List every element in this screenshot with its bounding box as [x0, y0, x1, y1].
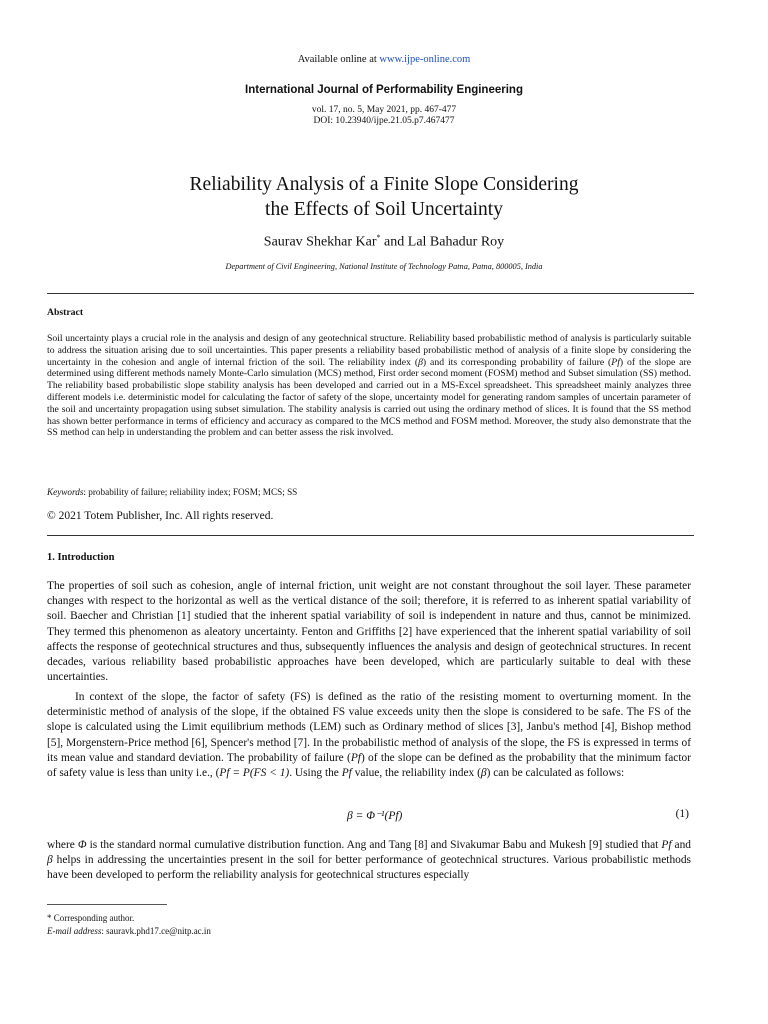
- keywords-list: : probability of failure; reliability index; FOSM; MCS; SS: [83, 487, 298, 497]
- abstract-text: Soil uncertainty plays a crucial role in the analysis and design of any geotechnical structure. Reliability based probabilistic method of analysis is particularly suitable to address the situation arising due to soil uncertainties. This paper presents a reliability based probabilistic method of analysis of a finite slope by considering the uncertainty in the cohesion and angle of internal friction of the soil. The reliability index (β) and its corresponding probability of failure (Pf) of the slope are determined using different methods namely Monte-Carlo simulation (MCS) method, First order second moment (FOSM) method and Subset simulation (SS) method. The reliability based probabilistic slope stability analysis has been developed and carried out in a MS-Excel spreadsheet. This spreadsheet mainly analyzes three different models i.e. deterministic model for calculating the factor of safety of the slope, uncertainty model for generating random samples of uncertain parameter of the soil and uncertainty propagation using subset simulation. The stability analysis is carried out using the ordinary method of slices. It is found that the SS method has shown better performance in terms of efficiency and accuracy as compared to the MCS method and FOSM method. Moreover, the study also demonstrate that the SS method can help in understanding the problem and can better assess the risk involved.: [47, 333, 692, 439]
- abstract-heading: Abstract: [47, 307, 84, 318]
- author-1: Saurav Shekhar Kar: [263, 234, 377, 250]
- section-heading-introduction: 1. Introduction: [47, 552, 115, 563]
- journal-name: International Journal of Performability Engineering: [245, 84, 523, 96]
- corresponding-mark: *: [376, 233, 381, 242]
- equation-number: (1): [675, 808, 689, 820]
- author-list: [0, 233, 768, 251]
- equation-formula: β = Φ⁻¹(Pf): [347, 810, 403, 822]
- volume-info: [0, 105, 768, 127]
- affiliation: Department of Civil Engineering, National Institute of Technology Patna, Patna, 800005, India: [225, 262, 543, 271]
- journal-website-link[interactable]: www.ijpe-online.com: [379, 54, 471, 65]
- abstract-bottom-rule: [47, 535, 694, 536]
- footnote-rule: [47, 904, 167, 905]
- intro-paragraph-3: where Φ is the standard normal cumulative distribution function. Ang and Tang [8] and Sivakumar Babu and Mukesh [9] studied that Pf and β helps in addressing the uncertainties present in the soil for better performance of geotechnical structures. Various probabilistic methods have been developed to perform the reliability analysis for geotechnical structures especially: [47, 839, 691, 882]
- availability-line: Available online at www.ijpe-online.com: [297, 54, 471, 65]
- footnote-corresponding: * Corresponding author.: [47, 913, 135, 923]
- intro-paragraph-2: In context of the slope, the factor of safety (FS) is defined as the ratio of the resisting moment to overturning moment. In the deterministic method of analysis of the slope, if the obtained FS value exceeds unity then the slope is considered to be safe. The FS of the slope is calculated using the Limit equilibrium methods (LEM) such as Ordinary method of slices [3], Janbu's method [4], Bishop method [5], Morgenstern-Price method [6], Spencer's method [7]. In the probabilistic method of analysis of the slope, the FS is expressed in terms of its mean value and standard deviation. The probability of failure (Pf) of the slope can be defined as the probability that the minimum factor of safety value is less than unity i.e., (Pf = P(FS < 1). Using the Pf value, the reliability index (β) can be calculated as follows:: [47, 691, 691, 780]
- email-label: E-mail address: [47, 926, 102, 936]
- title-line-1: Reliability Analysis of a Finite Slope Considering: [189, 174, 579, 195]
- copyright: © 2021 Totem Publisher, Inc. All rights reserved.: [47, 510, 274, 522]
- keywords-label: Keywords: [47, 487, 84, 497]
- abstract-top-rule: [47, 293, 694, 294]
- paper-title: [0, 172, 768, 222]
- keywords: [47, 487, 297, 497]
- equation-1: [47, 808, 691, 824]
- intro-paragraph-1: The properties of soil such as cohesion, angle of internal friction, unit weight are not constant throughout the soil layer. These parameter changes with respect to the horizontal as well as the vertical distance of the soil; therefore, it is referred to as inherent spatial variability of soil. Baecher and Christian [1] studied that the inherent spatial variability of soil is independent in nature and thus, cannot be minimized. They termed this phenomenon as aleatory uncertainty. Fenton and Griffiths [2] have experienced that the inherent spatial variability of soil affects the response of geotechnical structures and thus, subsequently influences the analysis and design of geotechnical structures. In recent decades, various reliability based probabilistic approaches have been developed, which are particularly suitable to deal with these uncertainties.: [47, 580, 691, 684]
- doi-line: DOI: 10.23940/ijpe.21.05.p7.467477: [313, 116, 455, 126]
- author-2: and Lal Bahadur Roy: [380, 234, 505, 250]
- email-address: : sauravk.phd17.ce@nitp.ac.in: [101, 926, 211, 936]
- footnote-email: [47, 926, 211, 936]
- volume-line: vol. 17, no. 5, May 2021, pp. 467-477: [311, 105, 457, 115]
- title-line-2: the Effects of Soil Uncertainty: [265, 199, 503, 220]
